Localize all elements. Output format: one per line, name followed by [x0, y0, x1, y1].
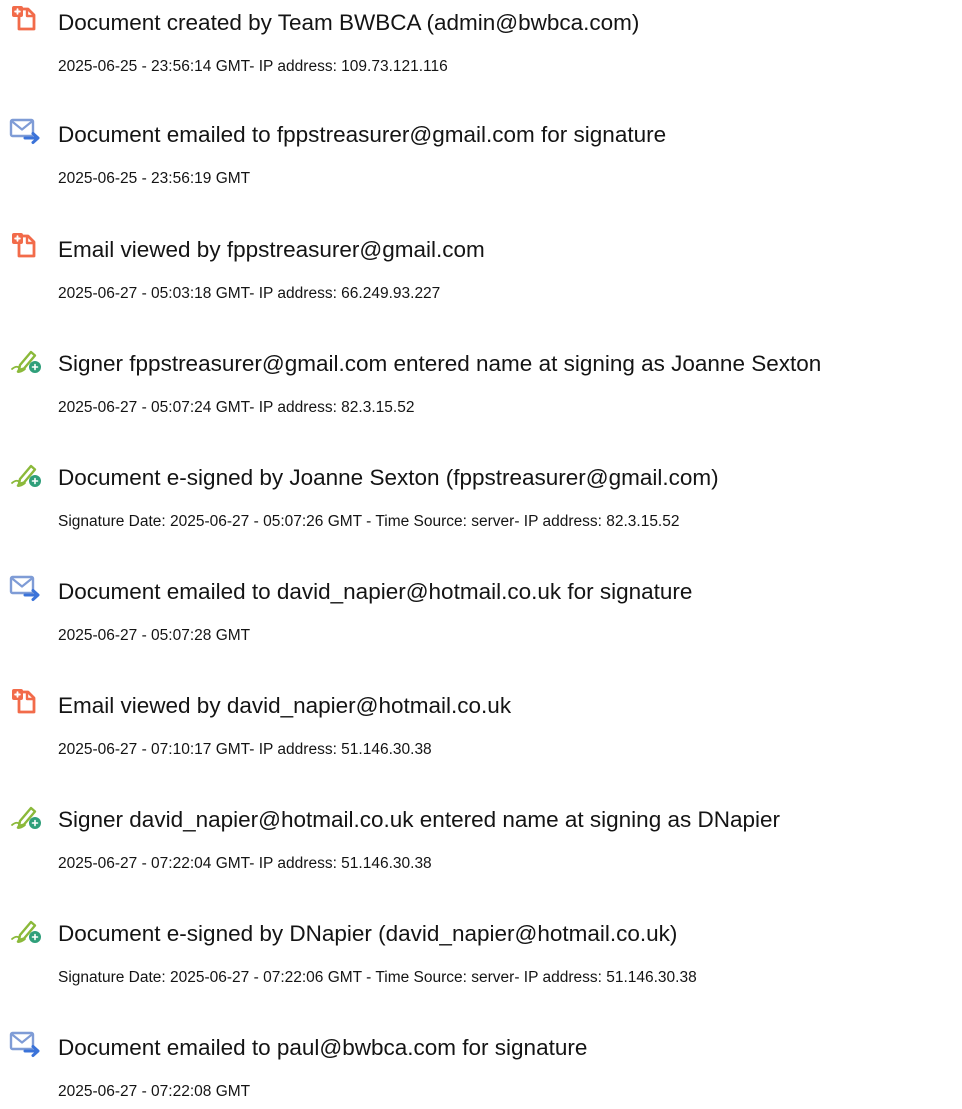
email-sent-icon: [9, 116, 43, 146]
document-created-icon: [9, 4, 43, 34]
event-detail: 2025-06-27 - 07:22:04 GMT- IP address: 51.146.30.38: [58, 855, 432, 872]
event-title: Document created by Team BWBCA (admin@bwbca.com): [58, 10, 640, 35]
event-title: Document emailed to fppstreasurer@gmail.com for signature: [58, 122, 667, 147]
event-title: Signer david_napier@hotmail.co.uk entered name at signing as DNapier: [58, 807, 780, 832]
event-detail: 2025-06-25 - 23:56:19 GMT: [58, 170, 251, 187]
event-detail: 2025-06-27 - 05:03:18 GMT- IP address: 66.249.93.227: [58, 285, 441, 302]
event-detail: 2025-06-27 - 07:22:08 GMT: [58, 1083, 251, 1100]
document-viewed-icon: [9, 687, 43, 717]
audit-event: [0, 112, 962, 192]
document-viewed-icon: [9, 231, 43, 261]
audit-event: [0, 341, 962, 421]
audit-event: [0, 797, 962, 877]
event-title: Signer fppstreasurer@gmail.com entered name at signing as Joanne Sexton: [58, 351, 822, 376]
event-title: Document e-signed by Joanne Sexton (fppstreasurer@gmail.com): [58, 465, 719, 490]
audit-event: [0, 569, 962, 649]
audit-event: [0, 1025, 962, 1105]
event-detail: 2025-06-27 - 07:10:17 GMT- IP address: 51.146.30.38: [58, 741, 432, 758]
event-title: Document emailed to david_napier@hotmail.co.uk for signature: [58, 579, 693, 604]
event-title: Document emailed to paul@bwbca.com for signature: [58, 1035, 588, 1060]
e-sign-icon: [9, 459, 43, 489]
audit-event: [0, 455, 962, 535]
e-sign-icon: [9, 915, 43, 945]
e-sign-icon: [9, 801, 43, 831]
event-detail: 2025-06-25 - 23:56:14 GMT- IP address: 109.73.121.116: [58, 58, 448, 75]
audit-event: [0, 911, 962, 991]
event-detail: 2025-06-27 - 05:07:24 GMT- IP address: 82.3.15.52: [58, 399, 415, 416]
event-detail: Signature Date: 2025-06-27 - 07:22:06 GMT - Time Source: server- IP address: 51.146.30.38: [58, 969, 697, 986]
email-sent-icon: [9, 573, 43, 603]
event-title: Document e-signed by DNapier (david_napier@hotmail.co.uk): [58, 921, 678, 946]
event-title: Email viewed by david_napier@hotmail.co.uk: [58, 693, 512, 718]
audit-event: [0, 227, 962, 307]
event-title: Email viewed by fppstreasurer@gmail.com: [58, 237, 485, 262]
email-sent-icon: [9, 1029, 43, 1059]
event-detail: 2025-06-27 - 05:07:28 GMT: [58, 627, 251, 644]
event-detail: Signature Date: 2025-06-27 - 05:07:26 GMT - Time Source: server- IP address: 82.3.15.52: [58, 513, 680, 530]
audit-event: [0, 683, 962, 763]
e-sign-icon: [9, 345, 43, 375]
audit-event: [0, 0, 962, 80]
